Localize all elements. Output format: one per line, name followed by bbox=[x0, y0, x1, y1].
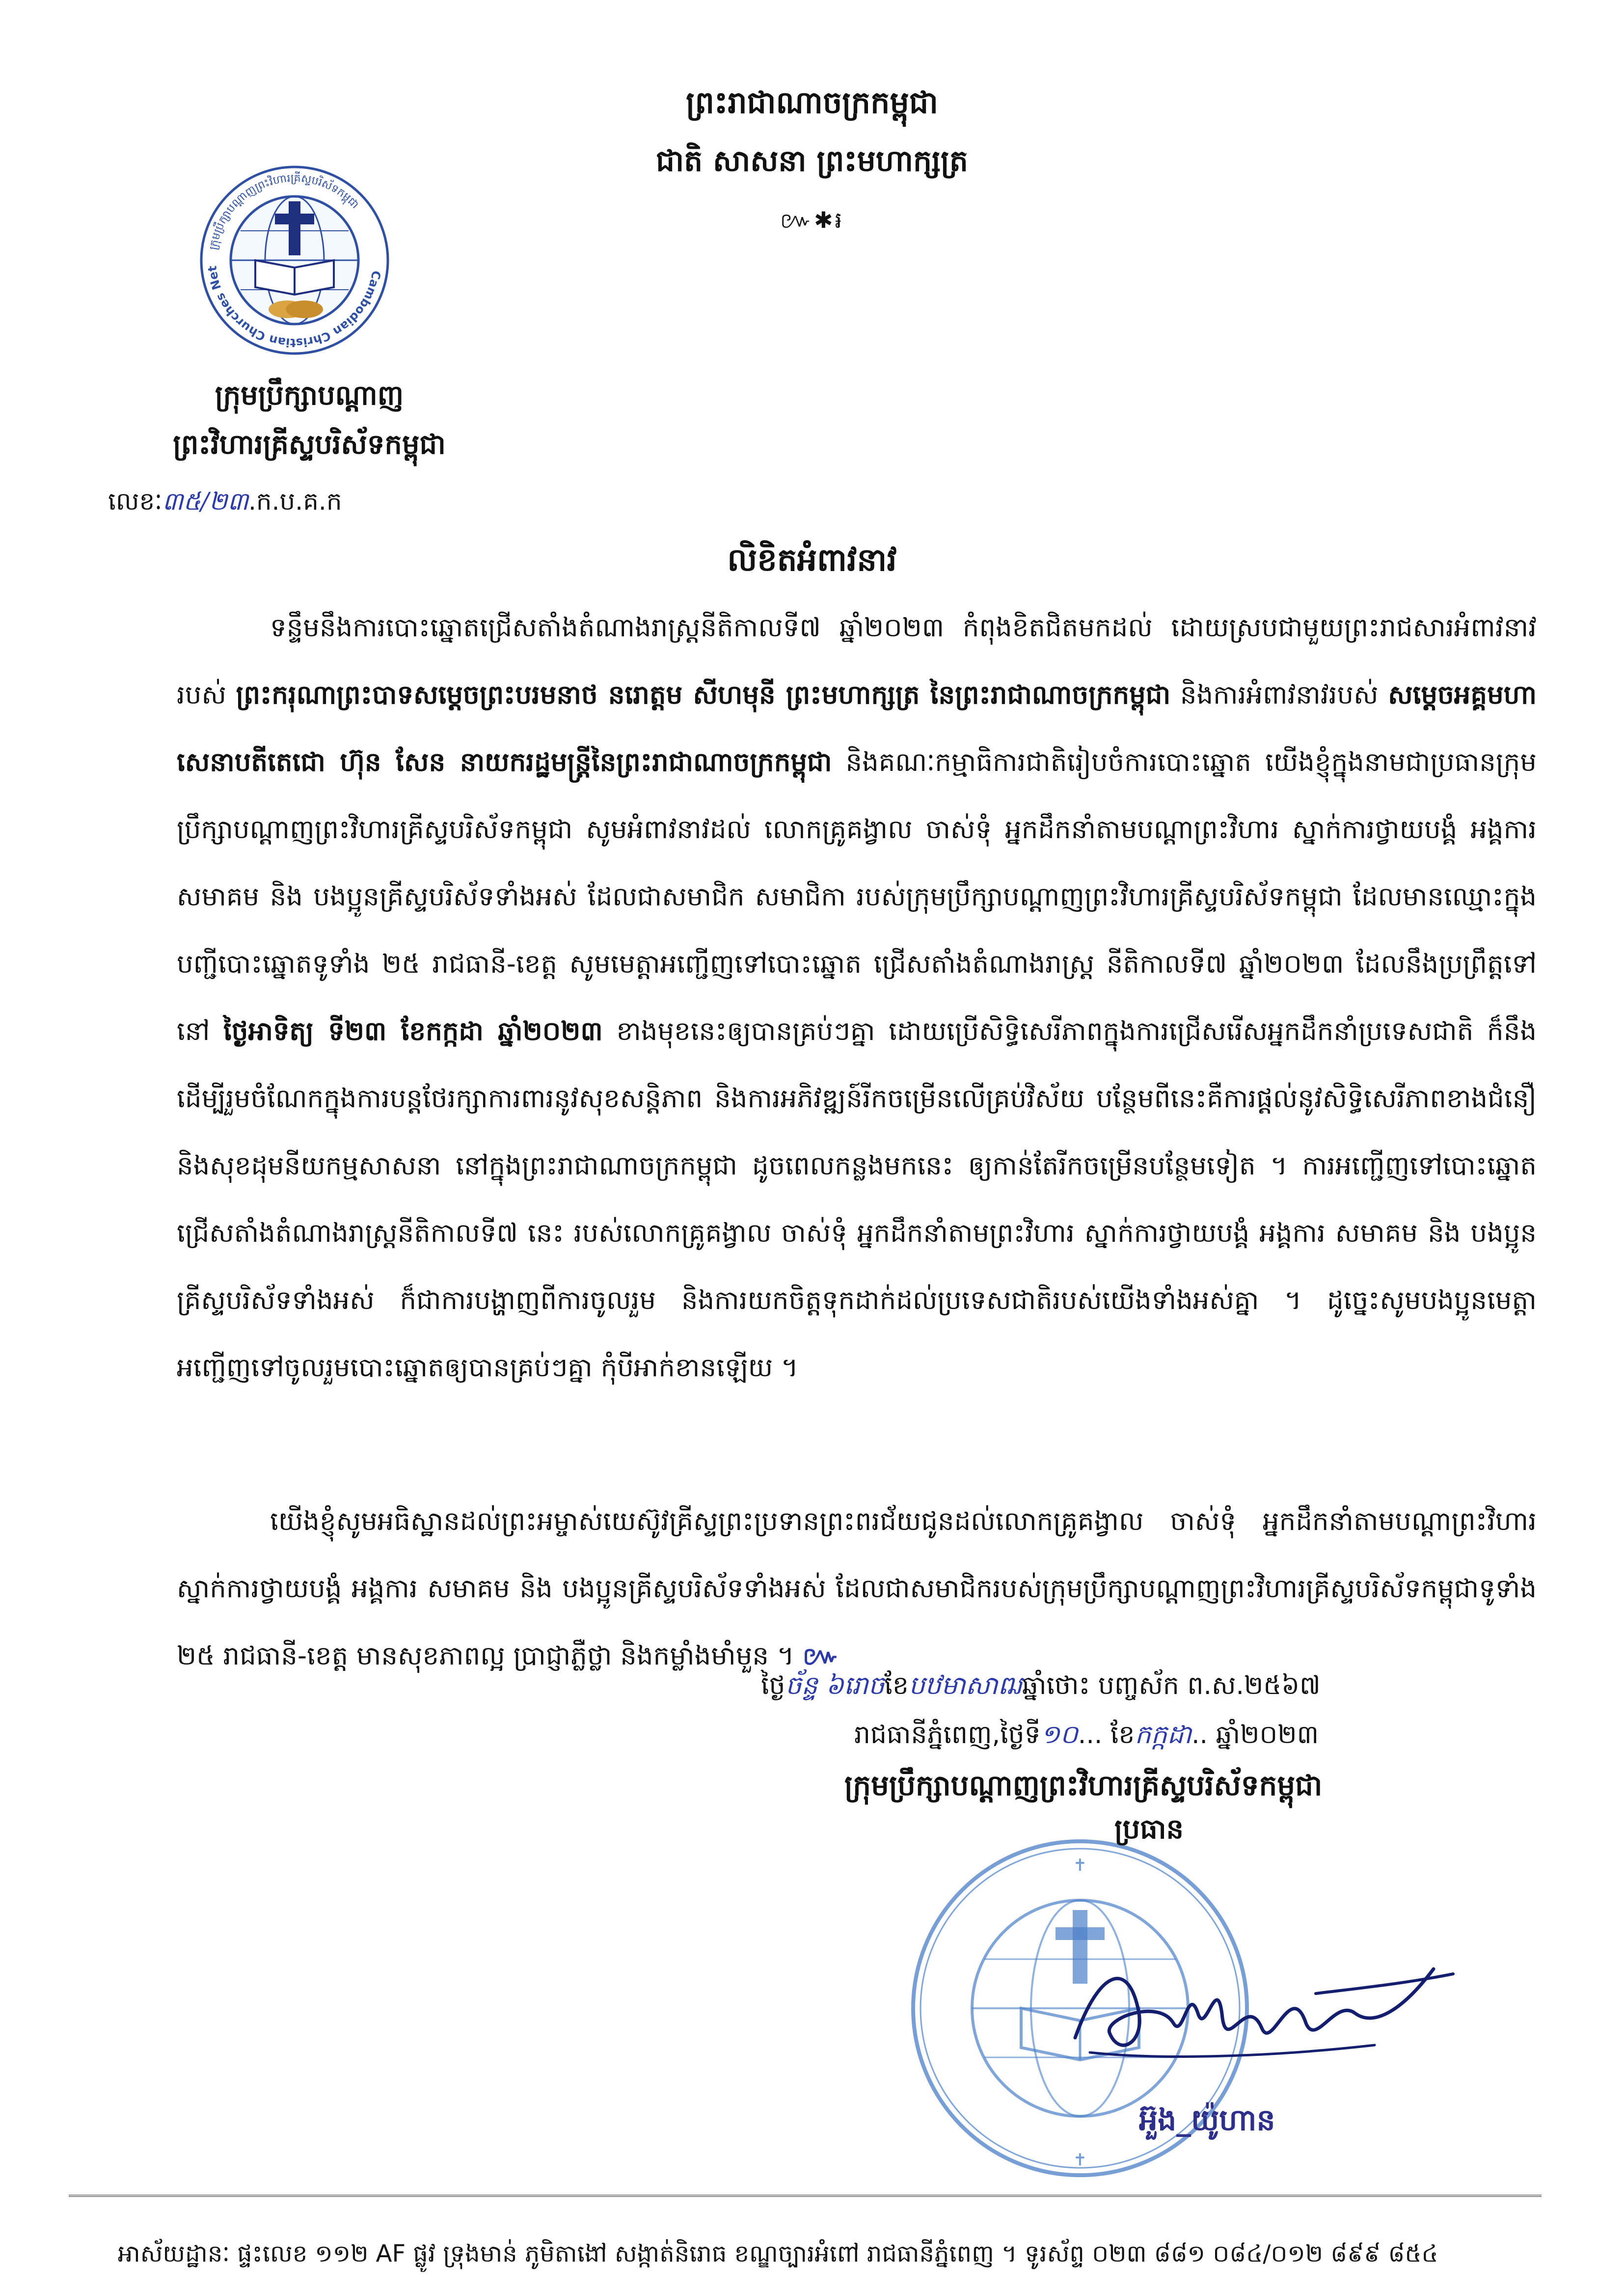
p1-text-g: ខាងមុខនេះឲ្យបានគ្រប់ៗគ្នា ដោយប្រើសិទ្ធិសេរីភាពក្នុងការជ្រើសរើសអ្នកដឹកនាំប្រទេសជាតិ ក៏នឹងដើម្បីរួមចំណែកក្នុងការបន្តថែរក្សាការពារនូវសុខសន្តិភាព និងការអភិវឌ្ឍន៍រីកចម្រើនលើគ្រប់វិស័យ បន្ថែមពីនេះគឺការផ្តល់នូវសិទ្ធិសេរីភាពខាងជំនឿ និងសុខដុមនីយកម្មសាសនា នៅក្នុងព្រះរាជាណាចក្រកម្ពុជា ដូចពេលកន្លងមកនេះ ឲ្យកាន់តែរីកចម្រើនបន្ថែមទៀត ។ ការអញ្ជើញទៅបោះឆ្នោតជ្រើសតាំងតំណាងរាស្ត្រនីតិកាលទី៧ នេះ របស់លោកគ្រូគង្វាល ចាស់ទុំ អ្នកដឹកនាំតាមព្រះវិហារ ស្នាក់ការថ្វាយបង្គំ អង្គការ សមាគម និង បងប្អូនគ្រីស្ទបរិស័ទទាំងអស់ ក៏ជាការបង្ហាញពីការចូលរួម និងការយកចិត្តទុកដាក់ដល់ប្រទេសជាតិរបស់យើងទាំងអស់គ្នា ។ ដូច្នេះសូមបងប្អូនមេត្តាអញ្ជើញទៅចូលរួមបោះឆ្នោតឲ្យបានគ្រប់ៗគ្នា កុំបីអាក់ខានឡើយ ។ bbox=[177, 1016, 1537, 1383]
signatory-name: អ៊ួង_យ៉ូហាន bbox=[1139, 2103, 1275, 2137]
kingdom-heading: ព្រះរាជាណាចក្រកម្ពុជា bbox=[686, 84, 938, 120]
p1-election-date: ថ្ងៃអាទិត្យ ទី២៣ ខែកក្កដា ឆ្នាំ២០២៣ bbox=[223, 1016, 603, 1046]
p1-pm-name: សម្តេចអគ្គមហាសេនាបតីតេជោ ហ៊ុន សែន នាយករដ្ឋមន្ត្រីនៃព្រះរាជាណាចក្រកម្ពុជា bbox=[177, 680, 1537, 777]
year-text: ឆ្នាំ២០២៣ bbox=[1216, 1720, 1319, 1749]
p1-king-name: ព្រះករុណាព្រះបាទសម្តេចព្រះបរមនាថ នរោត្តម សីហមុនី ព្រះមហាក្សត្រ នៃព្រះរាជាណាចក្រកម្ពុជា bbox=[236, 680, 1171, 710]
gregorian-date: រាជធានីភ្នំពេញ,ថ្ងៃទី១០... ខែកក្កដា.. ឆ្នាំ២០២៣ bbox=[854, 1720, 1319, 1749]
svg-text:✝: ✝ bbox=[1073, 1856, 1087, 1875]
lunar-year: ឆ្នាំថោះ បញ្ចស័ក ព.ស.២៥៦៧ bbox=[1022, 1671, 1321, 1700]
lunar-day-handwritten: ច័ន្ទ ៦រោច bbox=[785, 1671, 885, 1700]
p1-text-e: និងគណៈកម្មាធិការជាតិរៀបចំការបោះឆ្នោត យើងខ្ញុំក្នុងនាមជាប្រធានក្រុមប្រឹក្សាបណ្តាញព្រះវិហារគ្រីស្ទបរិស័ទកម្ពុជា សូមអំពាវនាវដល់ លោកគ្រូគង្វាល ចាស់ទុំ អ្នកដឹកនាំតាមបណ្តាព្រះវិហារ ស្នាក់ការថ្វាយបង្គំ អង្គការ សមាគម និង បងប្អូនគ្រីស្ទបរិស័ទទាំងអស់ ដែលជាសមាជិក សមាជិកា របស់ក្រុមប្រឹក្សាបណ្តាញព្រះវិហារគ្រីស្ទបរិស័ទកម្ពុជា ដែលមានឈ្មោះក្នុងបញ្ជីបោះឆ្នោតទូទាំង ២៥ រាជធានី-ខេត្ត សូមមេត្តាអញ្ជើញទៅបោះឆ្នោត ជ្រើសតាំងតំណាងរាស្ត្រ នីតិកាលទី៧ ឆ្នាំ២០២៣ ដែលនឹងប្រព្រឹត្តទៅនៅ bbox=[177, 747, 1537, 1046]
national-motto: ជាតិ សាសនា ព្រះមហាក្សត្រ bbox=[656, 144, 968, 178]
lunar-month-handwritten: បឋមាសាឍ bbox=[908, 1671, 1022, 1700]
footer-address: អាស័យដ្ឋានៈ ផ្ទះលេខ ១១២ AF ផ្លូវ ទ្រុងមាន់ ភូមិតាងៅ សង្កាត់និរោធ ខណ្ឌច្បារអំពៅ រាជធានីភ្នំពេញ ។ ទូរស័ព្ទ ០២៣ ៨៨១ ០៨៤/០១២ ៨៩៩ ៨៥៤ bbox=[118, 2240, 1438, 2268]
p1-text-c: និងការអំពាវនាវរបស់ bbox=[1170, 680, 1388, 710]
city-day-prefix: រាជធានីភ្នំពេញ,ថ្ងៃទី bbox=[854, 1720, 1041, 1749]
svg-text:✝: ✝ bbox=[1073, 2150, 1087, 2170]
document-title: លិខិតអំពាវនាវ bbox=[727, 542, 897, 578]
logo-ring-text: Cambodian Christian Churches Net bbox=[205, 265, 383, 350]
signatory-organization: ក្រុមប្រឹក្សាបណ្តាញព្រះវិហារគ្រីស្ទបរិស័ទកម្ពុជា bbox=[844, 1769, 1323, 1802]
month-prefix: ខែ bbox=[1110, 1720, 1135, 1749]
p2-text: យើងខ្ញុំសូមអធិស្ឋានដល់ព្រះអម្ចាស់យេស៊ូវគ្រីស្ទព្រះប្រទានព្រះពរជ័យជូនដល់លោកគ្រូគង្វាល ចាស់ទុំ អ្នកដឹកនាំតាមបណ្តាព្រះវិហារ ស្នាក់ការថ្វាយបង្គំ អង្គការ សមាគម និង បងប្អូនគ្រីស្ទបរិស័ទទាំងអស់ ដែលជាសមាជិករបស់ក្រុមប្រឹក្សាបណ្តាញព្រះវិហារគ្រីស្ទបរិស័ទកម្ពុជាទូទាំង ២៥ រាជធានី-ខេត្ត មានសុខភាពល្អ ប្រាជ្ញាភ្លឺថ្លា និងកម្លាំងមាំមួន ។ bbox=[177, 1506, 1537, 1671]
reference-handwritten: ៣៥/២៣ bbox=[162, 487, 249, 516]
logo-emblem-icon bbox=[196, 162, 393, 358]
lunar-month-prefix: ខែ bbox=[884, 1671, 909, 1700]
signatory-title: ប្រធាន bbox=[1114, 1813, 1184, 1845]
reference-label: លេខៈ bbox=[108, 487, 162, 516]
reference-number bbox=[108, 486, 342, 522]
footer-divider bbox=[69, 2195, 1542, 2197]
body-paragraph-2 bbox=[177, 1488, 1537, 1690]
closing-mark: ៚ bbox=[802, 1641, 839, 1671]
p1-text-a: ទន្ទឹមនឹងការបោះឆ្នោតជ្រើសតាំងតំណាងរាស្ត្រនីតិកាលទី៧ ឆ្នាំ២០២៣ កំពុងខិតជិតមកដល់ ដោយស្របជាមួយព្រះរាជសារអំពាវនាវរបស់ bbox=[177, 613, 1537, 710]
org-name-line1: ក្រុមប្រឹក្សាបណ្តាញ bbox=[215, 380, 404, 411]
signature-icon bbox=[1060, 1940, 1463, 2087]
month-handwritten: កក្កដា bbox=[1135, 1720, 1191, 1749]
day-handwritten: ១០ bbox=[1040, 1720, 1078, 1749]
lunar-day-prefix: ថ្ងៃ bbox=[761, 1671, 785, 1700]
lunar-date bbox=[761, 1669, 1546, 1707]
handwritten-signature bbox=[1060, 1940, 1463, 2087]
org-name-line2: ព្រះវិហារគ្រីស្ទបរិស័ទកម្ពុជា bbox=[173, 429, 446, 461]
logo-ring-text-khmer: ក្រុមប្រឹក្សាបណ្តាញព្រះវិហារគ្រីស្ទបរិស័ទកម្ពុជា bbox=[207, 172, 361, 251]
header-ornament: ៚✱៛ bbox=[780, 207, 844, 233]
network-logo bbox=[196, 162, 393, 358]
body-paragraph-1 bbox=[177, 594, 1537, 1401]
reference-suffix: .ក.ប.គ.ក bbox=[248, 487, 342, 516]
